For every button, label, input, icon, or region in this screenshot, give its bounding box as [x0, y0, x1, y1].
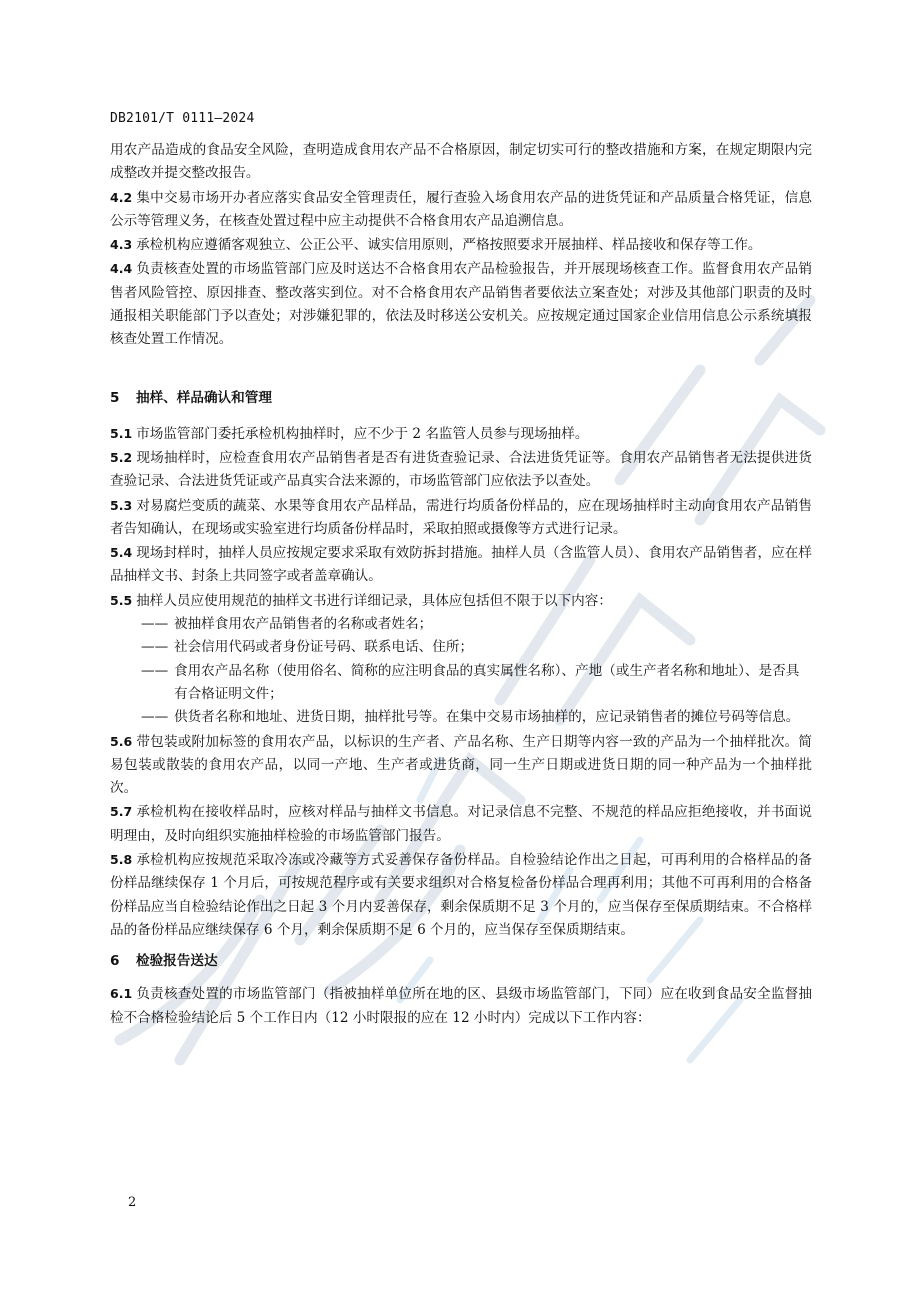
list-item — [110, 613, 812, 636]
section-title: 抽样、样品确认和管理 — [136, 389, 272, 406]
clause-number: 5.4 — [110, 545, 133, 561]
list-item-text: 供货者名称和地址、进货日期，抽样批号等。在集中交易市场抽样的，应记录销售者的摊位号码等信息。 — [174, 709, 800, 726]
dash-marker: —— — [141, 639, 169, 656]
standard-code: DB2101/T 0111—2024 — [110, 111, 255, 126]
list-item-text: 食用农产品名称（使用俗名、简称的应注明食品的真实属性名称）、产地（或生产者名称和地址）、是否具有合格证明文件； — [174, 662, 800, 702]
section-5-heading — [110, 387, 812, 410]
clause-4-2 — [110, 186, 812, 234]
section-number: 6 — [110, 953, 120, 970]
clause-number: 6.1 — [110, 986, 133, 1002]
dash-marker: —— — [141, 709, 169, 726]
clause-5-2 — [110, 446, 812, 494]
clause-5-4 — [110, 541, 812, 589]
clause-text: 现场封样时，抽样人员应按规定要求采取有效防拆封措施。抽样人员（含监管人员）、食用农产品销售者，应在样品抽样文书、封条上共同签字或者盖章确认。 — [110, 545, 812, 585]
clause-number: 5.3 — [110, 497, 133, 513]
list-item — [110, 636, 812, 659]
dash-marker: —— — [141, 662, 169, 679]
clause-number: 5.7 — [110, 804, 133, 820]
clause-5-6 — [110, 730, 812, 801]
clause-text: 带包装或附加标签的食用农产品，以标识的生产者、产品名称、生产日期等内容一致的产品为一个抽样批次。简易包装或散装的食用农产品，以同一产地、生产者或进货商，同一生产日期或进货日期的同一种产品为一个抽样批次。 — [110, 733, 812, 797]
clause-5-5 — [110, 589, 812, 613]
clause-5-1 — [110, 422, 812, 446]
list-item — [110, 706, 812, 729]
clause-4-3 — [110, 233, 812, 257]
section-6-heading — [110, 950, 812, 973]
list-item-text: 社会信用代码或者身份证号码、联系电话、住所； — [174, 639, 474, 656]
clause-number: 5.5 — [110, 592, 133, 608]
clause-text: 承检机构应按规范采取冷冻或冷藏等方式妥善保存备份样品。自检验结论作出之日起，可再利用的合格样品的备份样品继续保存 1 个月后，可按规范程序或有关要求组织对合格复检备份样品合理再利用；其他不可再利用的合格备份样品应当自检验结论作出之日起 3 个月内妥善保存，剩余保质期不足 3 个月的，应当保存至保质期结束。不合格样品的备份样品应继续保存 6 个月，剩余保质期不足 6 个月的，应当保存至保质期结束。 — [110, 852, 812, 938]
clause-number: 4.4 — [110, 261, 133, 277]
clause-text: 负责核查处置的市场监管部门应及时送达不合格食用农产品检验报告，并开展现场核查工作。监督食用农产品销售者风险管控、原因排查、整改落实到位。对不合格食用农产品销售者要依法立案查处；对涉及其他部门职责的及时通报相关职能部门予以查处；对涉嫌犯罪的，依法及时移送公安机关。应按规定通过国家企业信用信息公示系统填报核查处置工作情况。 — [110, 261, 812, 348]
page-number: 2 — [128, 1195, 137, 1210]
clause-number: 4.2 — [110, 189, 133, 205]
clause-text: 抽样人员应使用规范的抽样文书进行详细记录，具体应包括但不限于以下内容： — [136, 592, 612, 609]
clause-number: 5.6 — [110, 733, 133, 749]
clause-4-4 — [110, 257, 812, 351]
section-number: 5 — [110, 389, 120, 406]
clause-number: 4.3 — [110, 237, 133, 253]
dash-marker: —— — [141, 616, 169, 633]
clause-5-8 — [110, 848, 812, 942]
clause-5-3 — [110, 494, 812, 542]
clause-5-7 — [110, 800, 812, 848]
clause-number: 5.2 — [110, 449, 133, 465]
clause-text: 负责核查处置的市场监管部门（指被抽样单位所在地的区、县级市场监管部门，下同）应在收到食品安全监督抽检不合格检验结论后 5 个工作日内（12 小时限报的应在 12 小时内）完成以下工作内容： — [110, 986, 812, 1026]
clause-number: 5.8 — [110, 852, 133, 868]
clause-text: 集中交易市场开办者应落实食品安全管理责任，履行查验入场食用农产品的进货凭证和产品质量合格凭证，信息公示等管理义务，在核查处置过程中应主动提供不合格食用农产品追溯信息。 — [110, 189, 812, 229]
clause-text: 承检机构在接收样品时，应核对样品与抽样文书信息。对记录信息不完整、不规范的样品应拒绝接收，并书面说明理由，及时向组织实施抽样检验的市场监管部门报告。 — [110, 804, 812, 844]
clause-text: 市场监管部门委托承检机构抽样时，应不少于 2 名监管人员参与现场抽样。 — [136, 425, 589, 442]
clause-text: 承检机构应遵循客观独立、公正公平、诚实信用原则，严格按照要求开展抽样、样品接收和保存等工作。 — [136, 237, 762, 254]
clause-text: 现场抽样时，应检查食用农产品销售者是否有进货查验记录、合法进货凭证等。食用农产品销售者无法提供进货查验记录、合法进货凭证或产品真实合法来源的，市场监管部门应依法予以查处。 — [110, 449, 812, 490]
clause-number: 5.1 — [110, 425, 133, 441]
clause-6-1 — [110, 982, 812, 1030]
list-item-text: 被抽样食用农产品销售者的名称或者姓名； — [174, 616, 433, 633]
clause-text: 对易腐烂变质的蔬菜、水果等食用农产品样品，需进行均质备份样品的，应在现场抽样时主动向食用农产品销售者告知确认，在现场或实验室进行均质备份样品时，采取拍照或摄像等方式进行记录。 — [110, 497, 812, 537]
continuation-paragraph: 用农产品造成的食品安全风险，查明造成食用农产品不合格原因，制定切实可行的整改措施和方案，在规定期限内完成整改并提交整改报告。 — [110, 142, 812, 182]
document-body — [110, 139, 812, 1030]
list-item — [110, 660, 812, 707]
section-title: 检验报告送达 — [136, 953, 218, 970]
